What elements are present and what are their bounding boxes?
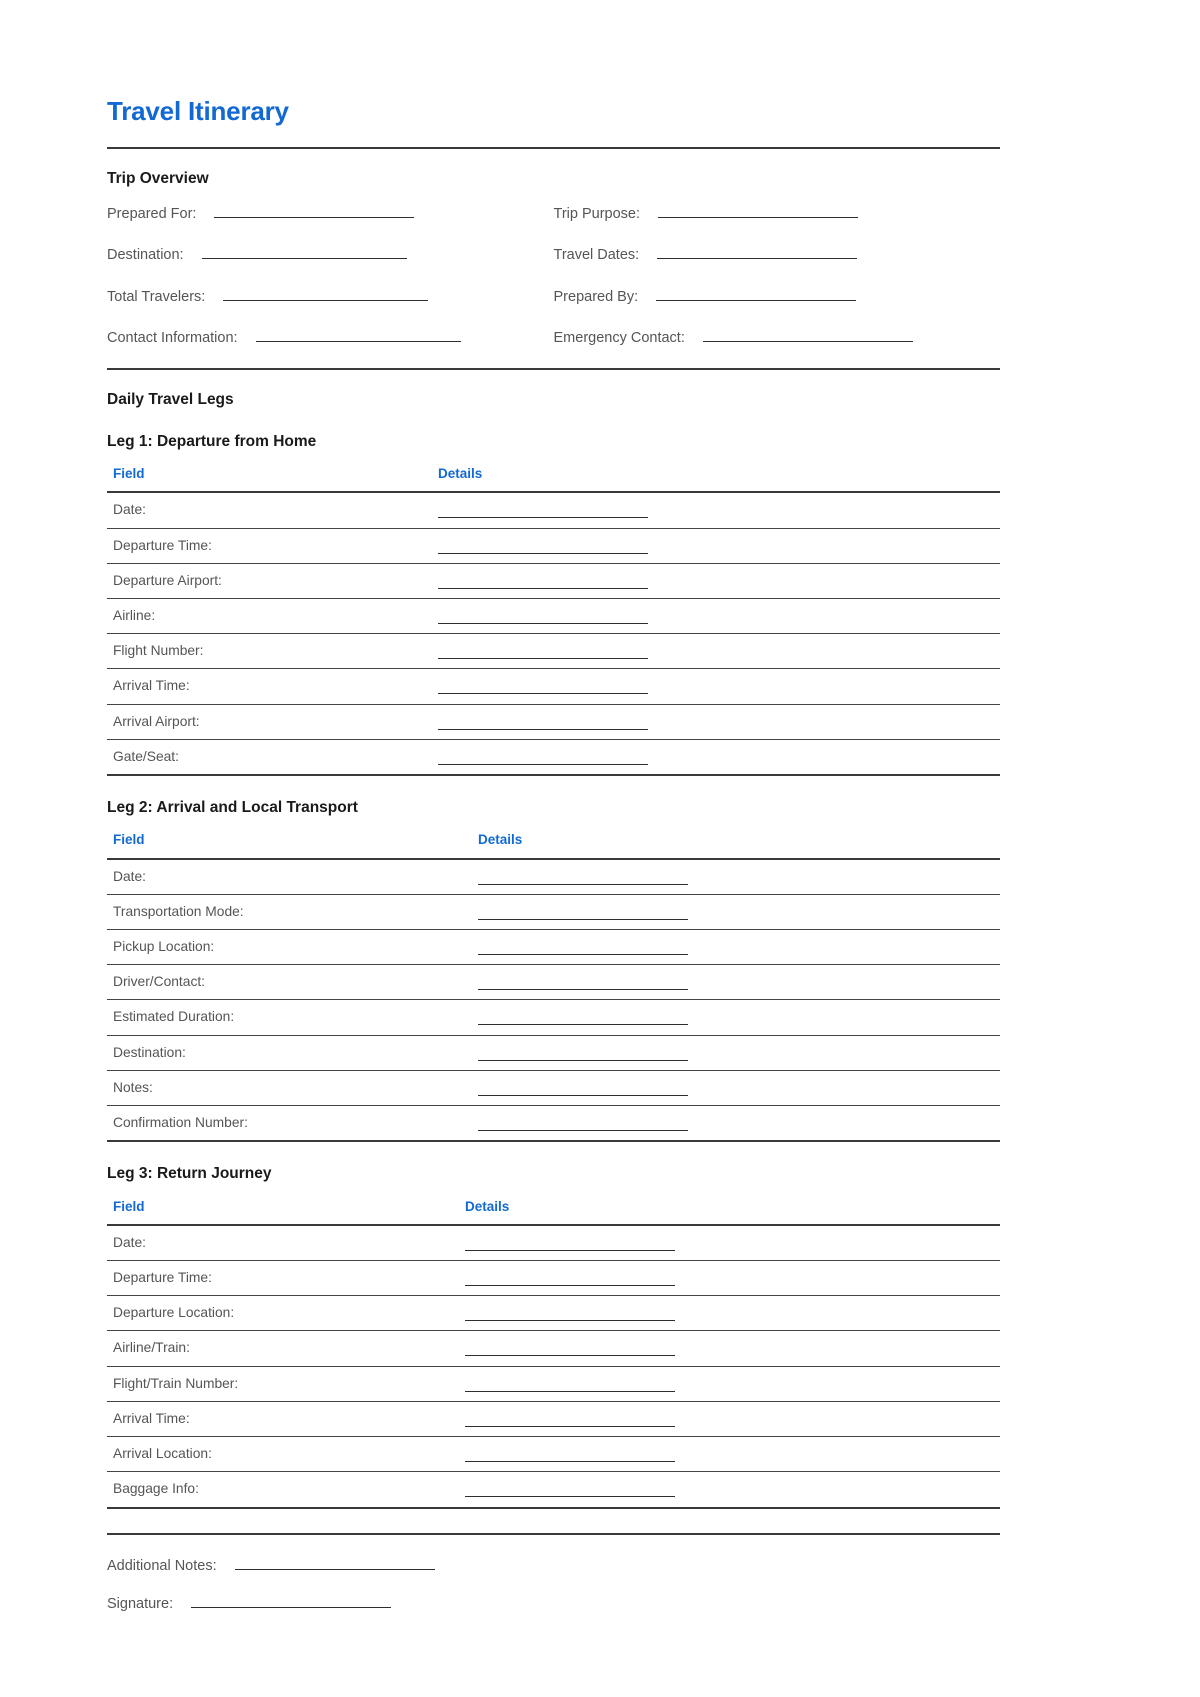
leg-3-title: Leg 3: Return Journey (107, 1165, 272, 1183)
field-label: Prepared By: (553, 288, 639, 305)
details-input[interactable] (438, 716, 648, 730)
field-trip-purpose[interactable] (554, 203, 1001, 223)
column-header-details: Details (432, 466, 1000, 492)
row-details-cell[interactable] (459, 1437, 1000, 1472)
details-input[interactable] (478, 871, 688, 885)
details-input[interactable] (438, 540, 648, 554)
field-label: Emergency Contact: (553, 329, 685, 346)
field-additional-notes[interactable] (107, 1555, 1000, 1575)
row-label: Flight Number: (107, 634, 432, 669)
table-row (107, 1000, 1000, 1035)
details-input[interactable] (478, 1047, 688, 1061)
row-label: Baggage Info: (107, 1472, 459, 1508)
row-label: Estimated Duration: (107, 1000, 472, 1035)
table-row (107, 739, 1000, 775)
table-row (107, 1035, 1000, 1070)
row-details-cell[interactable] (472, 1106, 1000, 1142)
footer-section (107, 1533, 1000, 1613)
details-input[interactable] (465, 1413, 675, 1427)
row-label: Departure Time: (107, 1260, 459, 1295)
table-row (107, 1225, 1000, 1261)
overview-row (107, 203, 1000, 223)
row-label: Arrival Airport: (107, 704, 432, 739)
trip-purpose-input[interactable] (658, 203, 858, 218)
column-header-details: Details (459, 1199, 1000, 1225)
row-details-cell[interactable] (432, 599, 1000, 634)
row-label: Confirmation Number: (107, 1106, 472, 1142)
table-header-row (107, 832, 1000, 858)
details-input[interactable] (478, 941, 688, 955)
row-details-cell[interactable] (432, 669, 1000, 704)
details-input[interactable] (438, 610, 648, 624)
details-input[interactable] (465, 1378, 675, 1392)
table-row (107, 1366, 1000, 1401)
table-row (107, 1401, 1000, 1436)
signature-input[interactable] (191, 1593, 391, 1608)
details-input[interactable] (438, 575, 648, 589)
details-input[interactable] (478, 1011, 688, 1025)
daily-travel-legs-heading: Daily Travel Legs (107, 390, 234, 408)
row-details-cell[interactable] (472, 859, 1000, 895)
travel-dates-input[interactable] (657, 244, 857, 259)
overview-row (107, 327, 1000, 347)
trip-overview-heading: Trip Overview (107, 170, 209, 188)
table-row (107, 1331, 1000, 1366)
table-row (107, 1260, 1000, 1295)
row-label: Driver/Contact: (107, 965, 472, 1000)
details-input[interactable] (478, 906, 688, 920)
table-row (107, 859, 1000, 895)
row-label: Date: (107, 1225, 459, 1261)
row-label: Date: (107, 859, 472, 895)
leg-3-table (107, 1199, 1000, 1509)
row-details-cell[interactable] (472, 965, 1000, 1000)
field-emergency-contact[interactable] (554, 327, 1001, 347)
row-details-cell[interactable] (459, 1401, 1000, 1436)
overview-row (107, 286, 1000, 306)
field-label: Additional Notes: (107, 1557, 217, 1574)
table-row (107, 634, 1000, 669)
leg-1-table (107, 466, 1000, 776)
column-header-field: Field (107, 832, 472, 858)
table-row (107, 1472, 1000, 1508)
row-details-cell[interactable] (432, 492, 1000, 528)
row-details-cell[interactable] (459, 1366, 1000, 1401)
table-row (107, 528, 1000, 563)
row-details-cell[interactable] (432, 634, 1000, 669)
row-details-cell[interactable] (459, 1472, 1000, 1508)
additional-notes-input[interactable] (235, 1555, 435, 1570)
table-header-row (107, 466, 1000, 492)
row-label: Airline: (107, 599, 432, 634)
column-header-field: Field (107, 1199, 459, 1225)
column-header-field: Field (107, 466, 432, 492)
row-label: Arrival Time: (107, 669, 432, 704)
trip-overview-fields (107, 203, 1000, 347)
table-row (107, 563, 1000, 598)
row-details-cell[interactable] (472, 894, 1000, 929)
table-row (107, 965, 1000, 1000)
row-details-cell[interactable] (459, 1225, 1000, 1261)
table-row (107, 1296, 1000, 1331)
row-details-cell[interactable] (459, 1296, 1000, 1331)
row-label: Gate/Seat: (107, 739, 432, 775)
details-input[interactable] (478, 976, 688, 990)
details-input[interactable] (438, 751, 648, 765)
prepared-for-input[interactable] (214, 203, 414, 218)
details-input[interactable] (465, 1237, 675, 1251)
row-details-cell[interactable] (432, 563, 1000, 598)
row-details-cell[interactable] (432, 739, 1000, 775)
page-title: Travel Itinerary (107, 96, 289, 126)
field-total-travelers[interactable] (107, 286, 554, 306)
row-label: Destination: (107, 1035, 472, 1070)
column-header-details: Details (472, 832, 1000, 858)
table-row (107, 599, 1000, 634)
row-label: Arrival Time: (107, 1401, 459, 1436)
leg-1-title: Leg 1: Departure from Home (107, 432, 317, 450)
row-label: Transportation Mode: (107, 894, 472, 929)
table-row (107, 894, 1000, 929)
details-input[interactable] (438, 680, 648, 694)
table-row (107, 1070, 1000, 1105)
overview-divider (107, 368, 1000, 370)
row-label: Date: (107, 492, 432, 528)
details-input[interactable] (478, 1117, 688, 1131)
details-input[interactable] (438, 645, 648, 659)
row-details-cell[interactable] (432, 704, 1000, 739)
footer-divider (107, 1533, 1000, 1535)
row-label: Flight/Train Number: (107, 1366, 459, 1401)
table-row (107, 1437, 1000, 1472)
field-label: Trip Purpose: (553, 206, 640, 223)
table-row (107, 929, 1000, 964)
leg-2-title: Leg 2: Arrival and Local Transport (107, 799, 358, 817)
field-label: Prepared For: (107, 206, 197, 223)
field-contact-information[interactable] (107, 327, 554, 347)
row-label: Notes: (107, 1070, 472, 1105)
row-label: Arrival Location: (107, 1437, 459, 1472)
details-input[interactable] (465, 1307, 675, 1321)
row-details-cell[interactable] (432, 528, 1000, 563)
contact-information-input[interactable] (256, 327, 461, 342)
details-input[interactable] (465, 1483, 675, 1497)
row-details-cell[interactable] (459, 1331, 1000, 1366)
prepared-by-input[interactable] (656, 286, 856, 301)
table-row (107, 669, 1000, 704)
details-input[interactable] (438, 504, 648, 518)
row-details-cell[interactable] (472, 1070, 1000, 1105)
field-label: Contact Information: (107, 329, 238, 346)
details-input[interactable] (465, 1272, 675, 1286)
row-label: Departure Airport: (107, 563, 432, 598)
field-travel-dates[interactable] (554, 244, 1001, 264)
row-details-cell[interactable] (472, 1035, 1000, 1070)
row-details-cell[interactable] (472, 1000, 1000, 1035)
table-row (107, 704, 1000, 739)
emergency-contact-input[interactable] (703, 327, 913, 342)
field-prepared-by[interactable] (554, 286, 1001, 306)
table-row (107, 1106, 1000, 1142)
row-label: Airline/Train: (107, 1331, 459, 1366)
leg-2-table (107, 832, 1000, 1142)
overview-row (107, 244, 1000, 264)
total-travelers-input[interactable] (223, 286, 428, 301)
table-row (107, 492, 1000, 528)
details-input[interactable] (465, 1342, 675, 1356)
field-label: Travel Dates: (553, 247, 640, 264)
field-label: Signature: (107, 1595, 174, 1612)
field-signature[interactable] (107, 1593, 1000, 1613)
destination-input[interactable] (202, 244, 407, 259)
row-label: Departure Time: (107, 528, 432, 563)
row-label: Departure Location: (107, 1296, 459, 1331)
field-label: Total Travelers: (107, 288, 206, 305)
details-input[interactable] (465, 1448, 675, 1462)
details-input[interactable] (478, 1082, 688, 1096)
table-header-row (107, 1199, 1000, 1225)
row-details-cell[interactable] (459, 1260, 1000, 1295)
row-details-cell[interactable] (472, 929, 1000, 964)
title-divider (107, 147, 1000, 149)
row-label: Pickup Location: (107, 929, 472, 964)
field-label: Destination: (107, 247, 184, 264)
field-prepared-for[interactable] (107, 203, 554, 223)
field-destination[interactable] (107, 244, 554, 264)
